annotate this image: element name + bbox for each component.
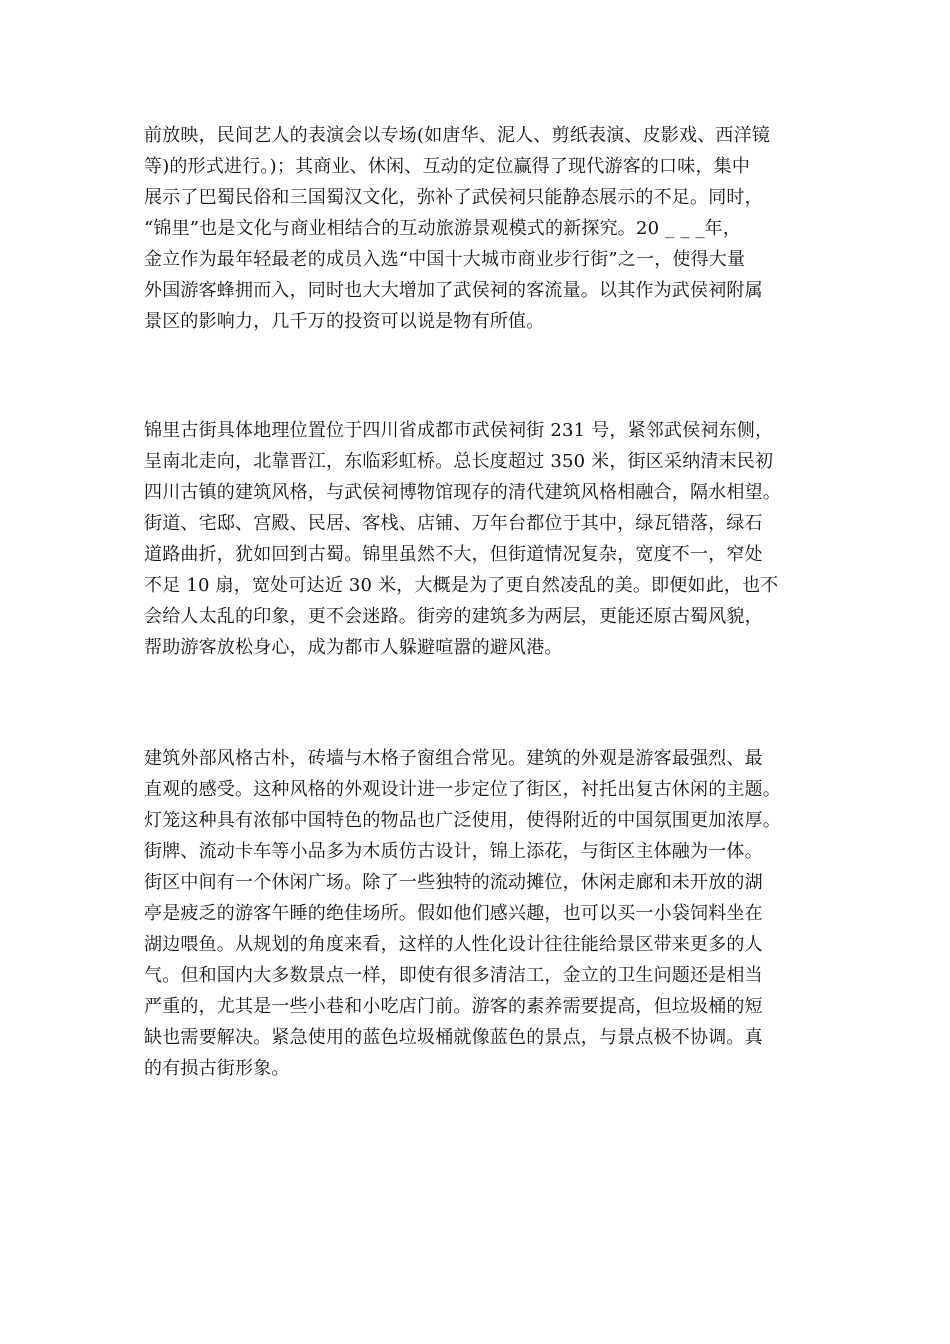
text-line: 湖边喂鱼。从规划的角度来看，这样的人性化设计往往能给景区带来更多的人 — [144, 934, 763, 955]
text-line: 呈南北走向，北靠晋江，东临彩虹桥。总长度超过 350 米，街区采纳清末民初 — [144, 451, 774, 472]
text-line: 金立作为最年轻最老的成员入选“中国十大城市商业步行街”之一，使得大量 — [144, 249, 746, 270]
text-line: 会给人太乱的印象，更不会迷路。街旁的建筑多为两层，更能还原古蜀风貌， — [144, 606, 763, 627]
text-line: 展示了巴蜀民俗和三国蜀汉文化，弥补了武侯祠只能静态展示的不足。同时， — [144, 187, 763, 208]
text-line: 帮助游客放松身心，成为都市人躲避喧嚣的避风港。 — [144, 637, 563, 658]
text-line: 街区中间有一个休闲广场。除了一些独特的流动摊位，休闲走廊和未开放的湖 — [144, 872, 763, 893]
text-line: 四川古镇的建筑风格，与武侯祠博物馆现存的清代建筑风格相融合，隔水相望。 — [144, 482, 781, 503]
text-line: 亭是疲乏的游客午睡的绝佳场所。假如他们感兴趣，也可以买一小袋饲料坐在 — [144, 903, 763, 924]
text-line: 道路曲折，犹如回到古蜀。锦里虽然不大，但街道情况复杂，宽度不一，窄处 — [144, 544, 763, 565]
text-line: “锦里”也是文化与商业相结合的互动旅游景观模式的新探究。20 _ _ _年， — [144, 218, 742, 239]
text-line: 严重的，尤其是一些小巷和小吃店门前。游客的素养需要提高，但垃圾桶的短 — [144, 996, 763, 1017]
paragraph-1 — [144, 120, 824, 337]
paragraph-2 — [144, 415, 824, 663]
text-line: 街道、宅邸、宫殿、民居、客栈、店铺、万年台都位于其中，绿瓦错落，绿石 — [144, 513, 763, 534]
text-line: 锦里古街具体地理位置位于四川省成都市武侯祠街 231 号，紧邻武侯祠东侧， — [144, 420, 774, 441]
text-line: 前放映，民间艺人的表演会以专场(如唐华、泥人、剪纸表演、皮影戏、西洋镜 — [144, 125, 771, 146]
text-line: 直观的感受。这种风格的外观设计进一步定位了街区，衬托出复古休闲的主题。 — [144, 779, 781, 800]
text-line: 缺也需要解决。紧急使用的蓝色垃圾桶就像蓝色的景点，与景点极不协调。真 — [144, 1027, 763, 1048]
text-line: 街牌、流动卡车等小品多为木质仿古设计，锦上添花，与街区主体融为一体。 — [144, 841, 763, 862]
text-line: 的有损古街形象。 — [144, 1058, 290, 1079]
text-line: 不足 10 扇，宽处可达近 30 米，大概是为了更自然凌乱的美。即便如此，也不 — [144, 575, 779, 596]
text-line: 灯笼这种具有浓郁中国特色的物品也广泛使用，使得附近的中国氛围更加浓厚。 — [144, 810, 781, 831]
text-line: 建筑外部风格古朴，砖墙与木格子窗组合常见。建筑的外观是游客最强烈、最 — [144, 748, 763, 769]
text-line: 等)的形式进行。)；其商业、休闲、互动的定位赢得了现代游客的口味，集中 — [144, 156, 751, 177]
text-line: 外国游客蜂拥而入，同时也大大增加了武侯祠的客流量。以其作为武侯祠附属 — [144, 280, 763, 301]
text-line: 景区的影响力，几千万的投资可以说是物有所值。 — [144, 311, 545, 332]
paragraph-3 — [144, 743, 824, 1084]
text-line: 气。但和国内大多数景点一样，即使有很多清洁工，金立的卫生问题还是相当 — [144, 965, 763, 986]
